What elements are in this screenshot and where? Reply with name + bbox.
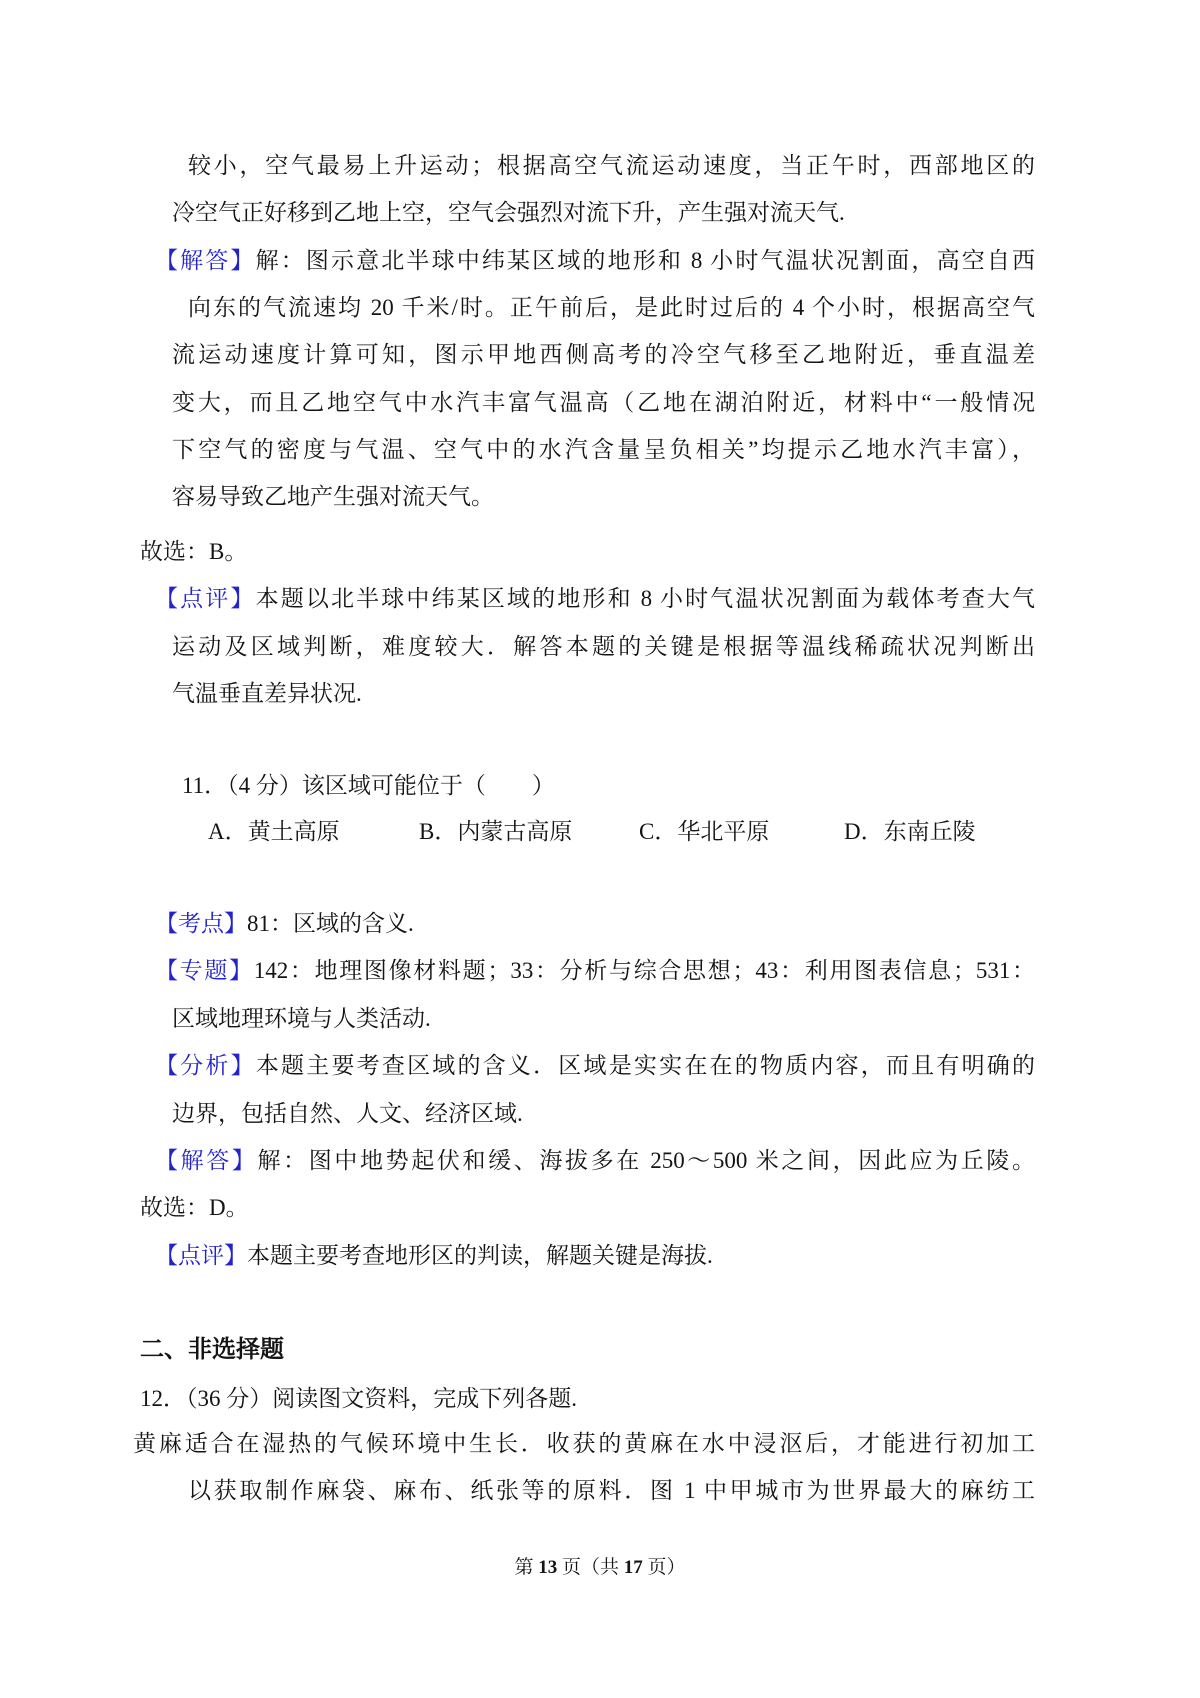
text-line: 下空气的密度与气温、空气中的水汽含量呈负相关”均提示乙地水汽丰富），: [172, 437, 1035, 462]
bracket-label: 【点评】: [155, 586, 256, 611]
bracket-label: 【解答】: [155, 1148, 258, 1173]
text-line: 故选：B。: [140, 539, 248, 564]
text-line: 11．（4 分）该区域可能位于（ ）: [182, 773, 555, 798]
labeled-text-line: 【专题】142：地理图像材料题；33：分析与综合思想；43：利用图表信息；531：: [155, 958, 1036, 983]
footer-total-pages: 17: [623, 1557, 643, 1578]
options-row: [208, 816, 976, 847]
option-D: D．东南丘陵: [844, 819, 976, 844]
labeled-text-line: 【解答】解：图示意北半球中纬某区域的地形和 8 小时气温状况割面，高空自西: [155, 248, 1036, 273]
section-heading: 二、非选择题: [140, 1337, 284, 1363]
footer-text: 第: [514, 1557, 539, 1578]
text-line: 气温垂直差异状况.: [172, 681, 362, 706]
bracket-label: 【考点】: [155, 911, 247, 936]
text-line: 故选：D。: [140, 1195, 249, 1220]
labeled-text-line: 【解答】解：图中地势起伏和缓、海拔多在 250～500 米之间，因此应为丘陵。: [155, 1148, 1036, 1173]
footer-page-number: 13: [538, 1557, 558, 1578]
bracket-label: 【分析】: [155, 1053, 256, 1078]
text-line: 流运动速度计算可知，图示甲地西侧高考的冷空气移至乙地附近，垂直温差: [172, 342, 1035, 367]
footer-text: 页）: [642, 1557, 686, 1578]
bracket-label: 【点评】: [155, 1243, 247, 1268]
text-line: 以获取制作麻袋、麻布、纸张等的原料．图 1 中甲城市为世界最大的麻纺工: [188, 1478, 1035, 1503]
text-line: 冷空气正好移到乙地上空，空气会强烈对流下升，产生强对流天气.: [172, 200, 845, 225]
text-line: 变大，而且乙地空气中水汽丰富气温高（乙地在湖泊附近，材料中“一般情况: [172, 390, 1035, 415]
labeled-text-line: 【点评】本题主要考查地形区的判读，解题关键是海拔.: [155, 1243, 713, 1268]
text-line: 运动及区域判断，难度较大．解答本题的关键是根据等温线稀疏状况判断出: [172, 634, 1035, 659]
text-line: 较小，空气最易上升运动；根据高空气流运动速度，当正午时，西部地区的: [188, 153, 1035, 178]
option-A: A．黄土高原: [208, 819, 340, 844]
bracket-label: 【专题】: [155, 958, 254, 983]
footer-text: 页（共: [557, 1557, 624, 1578]
labeled-text-line: 【点评】本题以北半球中纬某区域的地形和 8 小时气温状况割面为载体考查大气: [155, 586, 1036, 611]
option-B: B．内蒙古高原: [419, 819, 573, 844]
text-line: 黄麻适合在湿热的气候环境中生长．收获的黄麻在水中浸沤后，才能进行初加工: [133, 1431, 1035, 1456]
page-footer: [0, 1552, 1200, 1579]
text-line: 区域地理环境与人类活动.: [172, 1006, 431, 1031]
labeled-text-line: 【考点】81：区域的含义.: [155, 911, 414, 936]
text-line: 12．（36 分）阅读图文资料，完成下列各题.: [140, 1386, 577, 1411]
option-C: C．华北平原: [639, 819, 770, 844]
labeled-text-line: 【分析】本题主要考查区域的含义．区域是实实在在的物质内容，而且有明确的: [155, 1053, 1036, 1078]
text-line: 向东的气流速均 20 千米/时。正午前后，是此时过后的 4 个小时，根据高空气: [188, 295, 1035, 320]
text-line: 容易导致乙地产生强对流天气。: [172, 484, 494, 509]
text-line: 边界，包括自然、人文、经济区域.: [172, 1101, 523, 1126]
bracket-label: 【解答】: [155, 248, 256, 273]
